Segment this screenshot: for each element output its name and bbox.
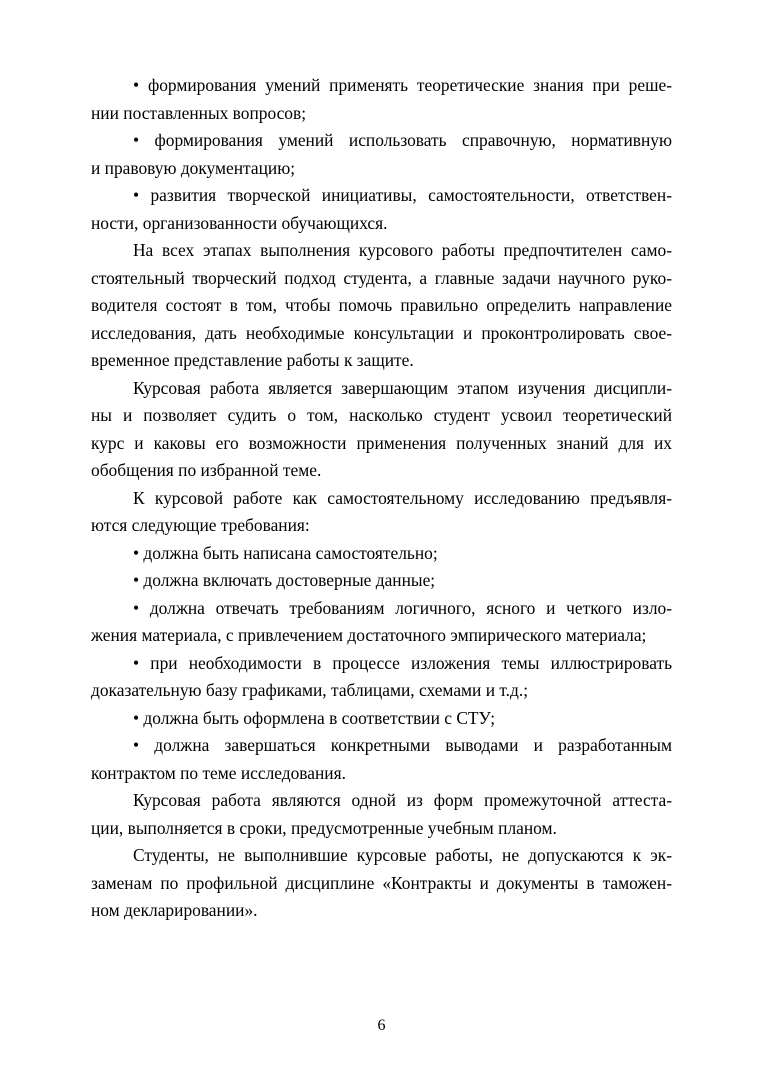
text-line: Студенты, не выполнившие курсовые работы, не допускаются к эк- — [133, 845, 672, 865]
text-line: ном декларировании». — [91, 900, 258, 920]
text-line: К курсовой работе как самостоятельному исследованию предъявля- — [133, 487, 672, 508]
paragraph — [91, 485, 672, 540]
bullet-item — [91, 182, 672, 237]
bullet-item — [91, 732, 672, 787]
text-line: контрактом по теме исследования. — [91, 762, 346, 783]
text-line: обобщения по избранной теме. — [91, 460, 322, 480]
text-line: • формирования умений применять теоретические знания при реше- — [133, 75, 672, 95]
text-line: ются следующие требования: — [91, 515, 310, 535]
text-line: курс и каковы его возможности применения полученных знаний для их — [91, 432, 672, 453]
text-line: временное представление работы к защите. — [91, 350, 414, 370]
text-line: Курсовая работа являются одной из форм промежуточной аттеста- — [133, 790, 672, 810]
text-line: доказательную базу графиками, таблицами, схемами и т.д.; — [91, 680, 529, 700]
text-line: • должна включать достоверные данные; — [133, 570, 436, 590]
text-line: ности, организованности обучающихся. — [91, 212, 388, 233]
paragraph — [91, 842, 672, 925]
text-line: • должна быть написана самостоятельно; — [133, 542, 438, 563]
text-line: • должна завершаться конкретными выводами и разработанным — [133, 735, 672, 755]
text-line: ции, выполняется в сроки, предусмотренные учебным планом. — [91, 817, 557, 838]
text-line: заменам по профильной дисциплине «Контракты и документы в таможен- — [91, 872, 672, 893]
paragraph — [91, 237, 672, 375]
text-line: водителя состоят в том, чтобы помочь правильно определить направление — [91, 295, 672, 315]
text-line: • развития творческой инициативы, самостоятельности, ответствен- — [133, 185, 672, 205]
bullet-item — [91, 567, 672, 595]
bullet-item — [91, 127, 672, 182]
bullet-item — [91, 72, 672, 127]
text-line: На всех этапах выполнения курсового работы предпочтителен само- — [133, 240, 672, 260]
text-line: исследования, дать необходимые консультации и проконтролировать свое- — [91, 322, 672, 343]
text-line: и правовую документацию; — [91, 157, 296, 178]
bullet-item — [91, 595, 672, 650]
text-line: • формирования умений использовать справочную, нормативную — [133, 130, 672, 150]
text-line: нии поставленных вопросов; — [91, 102, 307, 123]
text-line: Курсовая работа является завершающим этапом изучения дисципли- — [133, 377, 672, 398]
text-line: стоятельный творческий подход студента, а главные задачи научного руко- — [91, 267, 672, 288]
page-number: 6 — [377, 1017, 386, 1034]
bullet-item — [91, 540, 672, 568]
bullet-item — [91, 650, 672, 705]
text-line: • должна быть оформлена в соответствии с СТУ; — [133, 707, 496, 728]
paragraph — [91, 787, 672, 842]
paragraph — [91, 375, 672, 485]
bullet-item — [91, 705, 672, 733]
text-line: • при необходимости в процессе изложения темы иллюстрировать — [133, 652, 672, 673]
text-line: жения материала, с привлечением достаточного эмпирического материала; — [91, 625, 647, 645]
text-line: • должна отвечать требованиям логичного, ясного и четкого изло- — [133, 597, 672, 618]
text-line: ны и позволяет судить о том, насколько студент усвоил теоретический — [91, 405, 672, 425]
page-body — [91, 72, 672, 925]
